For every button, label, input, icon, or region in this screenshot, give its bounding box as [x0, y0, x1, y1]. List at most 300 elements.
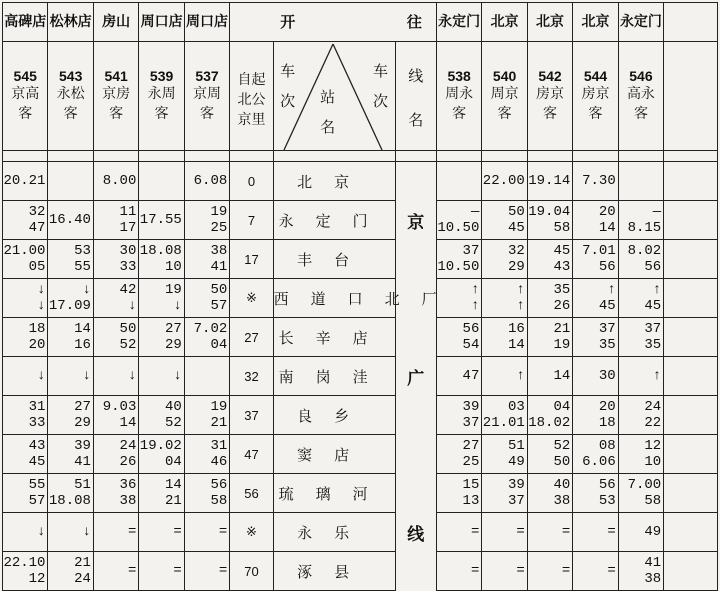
arrival-time: ↓ — [173, 368, 182, 384]
time-cell-right — [436, 474, 481, 513]
time-cell-right — [618, 279, 663, 318]
line-name-cell — [395, 435, 436, 474]
station-name: 南岗洼 — [273, 357, 395, 396]
departure-time: 38 — [644, 571, 662, 587]
arrival-time: = — [173, 563, 182, 579]
time-cell-left — [93, 240, 138, 279]
departure-time: 19 — [553, 337, 571, 353]
station-name: 西道口北厂 — [273, 279, 395, 318]
time-cell-left — [184, 162, 229, 201]
time-cell-left — [184, 318, 229, 357]
departure-time: 04 — [165, 454, 182, 470]
train-left-4: 537 京周 客 — [184, 42, 229, 151]
km-header: 自起北公京里 — [230, 42, 273, 151]
departure-time: 22 — [644, 415, 662, 431]
station-row — [3, 162, 718, 201]
departure-time: 17.55 — [139, 212, 182, 228]
time-cell-right — [618, 552, 663, 591]
time-cell-left — [48, 318, 93, 357]
time-cell-left — [93, 474, 138, 513]
departure-time: 10 — [165, 259, 182, 275]
departure-time: 17 — [119, 220, 137, 236]
arrival-time: = — [218, 563, 228, 579]
arrival-time: = — [516, 563, 525, 579]
departure-time: 29 — [508, 259, 525, 275]
direction-header — [230, 3, 437, 42]
time-cell-right — [618, 162, 663, 201]
train-right-0: 538 周永 客 — [436, 42, 481, 151]
time-cell-right — [573, 318, 618, 357]
arrival-time: 37 — [644, 321, 662, 337]
departure-time: 21 — [210, 415, 228, 431]
time-cell-left — [93, 396, 138, 435]
departure-time: 18.08 — [48, 493, 91, 509]
time-cell-right — [482, 474, 527, 513]
departure-time: 45 — [644, 298, 662, 314]
km-cell: 70 — [230, 552, 273, 591]
arrival-time: = — [470, 524, 480, 540]
arrival-time: ↑ — [652, 282, 662, 298]
time-cell-right — [573, 552, 618, 591]
departure-time: 16 — [74, 337, 91, 353]
time-cell-left — [48, 435, 93, 474]
arrival-time: = — [127, 524, 137, 540]
arrival-time: 41 — [644, 555, 662, 571]
arrival-time: 40 — [553, 477, 571, 493]
arrival-time: 21.00 — [3, 243, 46, 259]
arrival-time: 03 — [508, 399, 525, 415]
time-cell-right — [573, 513, 618, 552]
time-cell-right — [436, 240, 481, 279]
time-cell-right — [618, 201, 663, 240]
arrival-time: = — [561, 563, 571, 579]
time-cell-left — [184, 201, 229, 240]
time-cell-left — [93, 552, 138, 591]
departure-time: 52 — [119, 337, 137, 353]
time-cell-left — [3, 474, 48, 513]
arrival-time: = — [127, 563, 137, 579]
km-cell: 7 — [230, 201, 273, 240]
time-cell-right — [618, 474, 663, 513]
timetable — [2, 2, 718, 591]
arrival-time: 22.10 — [3, 555, 46, 571]
departure-time: ↑ — [516, 298, 525, 314]
time-cell-right — [527, 474, 572, 513]
departure-time: 47 — [28, 220, 46, 236]
arrival-time: 38 — [210, 243, 228, 259]
blank-cell — [664, 552, 718, 591]
arrival-time: ↑ — [652, 368, 662, 384]
time-cell-left — [3, 435, 48, 474]
departure-time: 12 — [28, 571, 46, 587]
departure-time: 6.06 — [582, 454, 616, 470]
departure-time: 10.50 — [437, 259, 480, 275]
time-cell-right — [482, 318, 527, 357]
dest-left-0: 高碑店 — [3, 3, 48, 42]
arrival-time: 18.08 — [139, 243, 182, 259]
time-cell-right — [482, 240, 527, 279]
time-cell-left — [93, 279, 138, 318]
departure-time: 53 — [598, 493, 616, 509]
departure-time: 24 — [74, 571, 91, 587]
departure-time: 49 — [508, 454, 525, 470]
departure-time: 05 — [28, 259, 46, 275]
line-label-header: 线名 — [395, 42, 436, 151]
time-cell-left — [93, 162, 138, 201]
arrival-time: 22.00 — [482, 173, 525, 189]
arrival-time: 12 — [644, 438, 662, 454]
arrival-time: 50 — [508, 204, 525, 220]
time-cell-right — [527, 513, 572, 552]
time-cell-left — [48, 513, 93, 552]
arrival-time: 37 — [598, 321, 616, 337]
time-cell-left — [139, 513, 184, 552]
time-cell-left — [3, 552, 48, 591]
time-cell-right — [618, 396, 663, 435]
station-row — [3, 435, 718, 474]
time-cell-left — [184, 435, 229, 474]
arrival-time: 51 — [508, 438, 525, 454]
time-cell-left — [48, 474, 93, 513]
station-row — [3, 396, 718, 435]
arrival-time: 14 — [165, 477, 182, 493]
time-cell-right — [573, 162, 618, 201]
time-cell-right — [527, 396, 572, 435]
arrival-time: 35 — [553, 282, 571, 298]
departure-time: 29 — [74, 415, 91, 431]
time-cell-right — [436, 318, 481, 357]
departure-time: 25 — [462, 454, 480, 470]
arrival-time: 21 — [74, 555, 91, 571]
time-cell-right — [482, 162, 527, 201]
time-cell-right — [573, 357, 618, 396]
station-row — [3, 279, 718, 318]
station-name: 丰台 — [273, 240, 395, 279]
time-cell-left — [3, 279, 48, 318]
time-cell-left — [3, 201, 48, 240]
station-name: 涿县 — [273, 552, 395, 591]
station-rows — [3, 162, 718, 591]
km-cell: ※ — [230, 279, 273, 318]
time-cell-left — [184, 396, 229, 435]
arrival-time: 7.02 — [193, 321, 228, 337]
time-cell-left — [139, 435, 184, 474]
arrival-time: = — [607, 563, 616, 579]
separator-row — [3, 151, 718, 162]
time-cell-left — [48, 279, 93, 318]
time-cell-right — [527, 279, 572, 318]
km-cell: 27 — [230, 318, 273, 357]
arrival-time: = — [470, 563, 480, 579]
km-cell: ※ — [230, 513, 273, 552]
departure-time: 29 — [165, 337, 182, 353]
arrival-time: 42 — [119, 282, 137, 298]
time-cell-left — [3, 357, 48, 396]
arrival-time: 24 — [644, 399, 662, 415]
departure-time: 52 — [165, 415, 182, 431]
arrival-time: 16 — [508, 321, 525, 337]
arrival-time: 20 — [598, 399, 616, 415]
departure-time: 10.50 — [437, 220, 480, 236]
time-cell-right — [436, 513, 481, 552]
time-cell-left — [93, 357, 138, 396]
time-cell-right — [527, 240, 572, 279]
departure-time: 57 — [28, 493, 46, 509]
departure-time: 35 — [598, 337, 616, 353]
arrival-time: ↓ — [82, 368, 91, 384]
time-cell-left — [3, 162, 48, 201]
time-cell-right — [436, 357, 481, 396]
arrival-time: 31 — [28, 399, 46, 415]
time-cell-left — [48, 240, 93, 279]
arrival-time: 7.01 — [582, 243, 616, 259]
diag-top-right: 车次 — [373, 62, 389, 110]
station-name: 北京 — [273, 162, 395, 201]
time-cell-left — [139, 474, 184, 513]
time-cell-right — [573, 396, 618, 435]
departure-time: 56 — [644, 259, 662, 275]
departure-time: 56 — [598, 259, 616, 275]
time-cell-right — [482, 201, 527, 240]
departure-time: 21.01 — [482, 415, 525, 431]
departure-time: 21 — [165, 493, 182, 509]
dest-right-3: 北京 — [573, 3, 618, 42]
arrival-time: 20 — [598, 204, 616, 220]
departure-time: 18 — [598, 415, 616, 431]
arrival-time: 8.02 — [627, 243, 662, 259]
time-cell-right — [482, 435, 527, 474]
arrival-time: 11 — [119, 204, 137, 220]
header-row — [3, 3, 718, 42]
arrival-time: 32 — [508, 243, 525, 259]
arrival-time: 37 — [462, 243, 480, 259]
arrival-time: 50 — [210, 282, 228, 298]
arrival-time: = — [561, 524, 571, 540]
station-diagonal-header — [273, 42, 395, 151]
time-cell-right — [482, 513, 527, 552]
time-cell-left — [3, 318, 48, 357]
blank-cell — [664, 396, 718, 435]
blank-cell — [664, 435, 718, 474]
line-name-cell: 京 — [395, 201, 436, 240]
dest-left-2: 房山 — [93, 3, 138, 42]
arrival-time: 19 — [165, 282, 182, 298]
departure-time: 55 — [74, 259, 91, 275]
line-name-cell — [395, 318, 436, 357]
departure-time: 45 — [598, 298, 616, 314]
train-right-2: 542 房京 客 — [527, 42, 572, 151]
arrival-time: — — [470, 204, 480, 220]
time-cell-right — [573, 435, 618, 474]
arrival-time: 45 — [553, 243, 571, 259]
arrival-time: — — [652, 204, 662, 220]
arrival-time: ↑ — [516, 368, 525, 384]
km-cell: 32 — [230, 357, 273, 396]
arrival-time: = — [607, 524, 616, 540]
station-name: 长辛店 — [273, 318, 395, 357]
train-right-1: 540 周京 客 — [482, 42, 527, 151]
arrival-time: 31 — [210, 438, 228, 454]
arrival-time: 32 — [28, 204, 46, 220]
arrival-time: 53 — [74, 243, 91, 259]
station-name: 永乐 — [273, 513, 395, 552]
time-cell-right — [436, 162, 481, 201]
time-cell-left — [93, 201, 138, 240]
dest-left-4: 周口店 — [184, 3, 229, 42]
departure-time: 26 — [119, 454, 137, 470]
time-cell-left — [48, 396, 93, 435]
blank-train — [664, 42, 718, 151]
time-cell-left — [139, 162, 184, 201]
arrival-time: 56 — [210, 477, 228, 493]
time-cell-right — [436, 552, 481, 591]
time-cell-right — [573, 240, 618, 279]
arrival-time: 18 — [28, 321, 46, 337]
time-cell-left — [48, 201, 93, 240]
departure-time: 13 — [462, 493, 480, 509]
blank-cell — [664, 318, 718, 357]
line-name-cell — [395, 552, 436, 591]
direction-to: 往 — [406, 12, 422, 31]
time-cell-right — [618, 357, 663, 396]
blank-cell — [664, 279, 718, 318]
blank-header — [664, 3, 718, 42]
departure-time: 8.15 — [627, 220, 662, 236]
arrival-time: 56 — [462, 321, 480, 337]
station-name: 窦店 — [273, 435, 395, 474]
time-cell-left — [3, 513, 48, 552]
train-left-2: 541 京房 客 — [93, 42, 138, 151]
arrival-time: ↑ — [470, 282, 480, 298]
train-left-1: 543 永松 客 — [48, 42, 93, 151]
arrival-time: 52 — [553, 438, 571, 454]
time-cell-right — [618, 513, 663, 552]
line-name-cell: 线 — [395, 513, 436, 552]
arrival-time: 50 — [119, 321, 137, 337]
dest-left-1: 松林店 — [48, 3, 93, 42]
time-cell-left — [184, 552, 229, 591]
arrival-time: 24 — [119, 438, 137, 454]
dest-left-3: 周口店 — [139, 3, 184, 42]
time-cell-right — [482, 396, 527, 435]
arrival-time: ↓ — [37, 368, 46, 384]
departure-time: 38 — [119, 493, 137, 509]
arrival-time: 36 — [119, 477, 137, 493]
line-name-cell — [395, 240, 436, 279]
time-cell-left — [48, 552, 93, 591]
departure-time: 10 — [644, 454, 662, 470]
blank-cell — [664, 513, 718, 552]
arrival-time: 39 — [74, 438, 91, 454]
arrival-time: 39 — [508, 477, 525, 493]
time-cell-right — [482, 552, 527, 591]
arrival-time: 30 — [598, 368, 616, 384]
departure-time: 18.02 — [528, 415, 571, 431]
departure-time: 20 — [28, 337, 46, 353]
departure-time: ↑ — [470, 298, 480, 314]
time-cell-left — [48, 357, 93, 396]
diag-top-left: 车次 — [280, 62, 296, 110]
blank-cell — [664, 240, 718, 279]
km-cell: 47 — [230, 435, 273, 474]
km-cell: 56 — [230, 474, 273, 513]
departure-time: 46 — [210, 454, 228, 470]
departure-time: 58 — [210, 493, 228, 509]
arrival-time: 51 — [74, 477, 91, 493]
arrival-time: ↓ — [82, 524, 91, 540]
blank-cell — [664, 162, 718, 201]
time-cell-left — [93, 318, 138, 357]
arrival-time: 40 — [165, 399, 182, 415]
departure-time: 41 — [74, 454, 91, 470]
arrival-time: 19 — [210, 204, 228, 220]
station-name: 琉璃河 — [273, 474, 395, 513]
arrival-time: 27 — [74, 399, 91, 415]
train-left-0: 545 京高 客 — [3, 42, 48, 151]
line-name-cell — [395, 396, 436, 435]
time-cell-right — [482, 279, 527, 318]
time-cell-right — [527, 357, 572, 396]
departure-time: 37 — [508, 493, 525, 509]
time-cell-right — [618, 240, 663, 279]
station-row — [3, 513, 718, 552]
arrival-time: 14 — [553, 368, 571, 384]
arrival-time: 6.08 — [193, 173, 228, 189]
arrival-time: = — [516, 524, 525, 540]
arrival-time: 7.30 — [582, 173, 616, 189]
time-cell-left — [184, 474, 229, 513]
arrival-time: = — [218, 524, 228, 540]
arrival-time: 8.00 — [102, 173, 137, 189]
time-cell-right — [573, 201, 618, 240]
departure-time: 35 — [644, 337, 662, 353]
time-cell-right — [527, 162, 572, 201]
arrival-time: ↑ — [516, 282, 525, 298]
train-right-4: 546 高永 客 — [618, 42, 663, 151]
departure-time: 58 — [644, 493, 662, 509]
km-cell: 37 — [230, 396, 273, 435]
diag-middle: 站名 — [320, 88, 336, 136]
time-cell-right — [573, 279, 618, 318]
departure-time: 41 — [210, 259, 228, 275]
departure-time: 37 — [462, 415, 480, 431]
departure-time: 04 — [210, 337, 228, 353]
time-cell-left — [3, 396, 48, 435]
arrival-time: 47 — [462, 368, 480, 384]
station-row — [3, 552, 718, 591]
time-cell-right — [618, 318, 663, 357]
departure-time: 25 — [210, 220, 228, 236]
time-cell-left — [93, 435, 138, 474]
arrival-time: 19.02 — [139, 438, 182, 454]
arrival-time: = — [173, 524, 182, 540]
time-cell-left — [184, 357, 229, 396]
station-row — [3, 357, 718, 396]
departure-time: ↓ — [37, 298, 46, 314]
station-row — [3, 474, 718, 513]
station-name: 良乡 — [273, 396, 395, 435]
arrival-time: ↓ — [127, 368, 137, 384]
time-cell-left — [139, 318, 184, 357]
arrival-time: 19.04 — [528, 204, 571, 220]
departure-time: 45 — [28, 454, 46, 470]
arrival-time: 7.00 — [627, 477, 662, 493]
dest-right-4: 永定门 — [618, 3, 663, 42]
time-cell-right — [527, 201, 572, 240]
arrival-time: 56 — [598, 477, 616, 493]
direction-open: 开 — [280, 12, 296, 31]
time-cell-left — [139, 396, 184, 435]
